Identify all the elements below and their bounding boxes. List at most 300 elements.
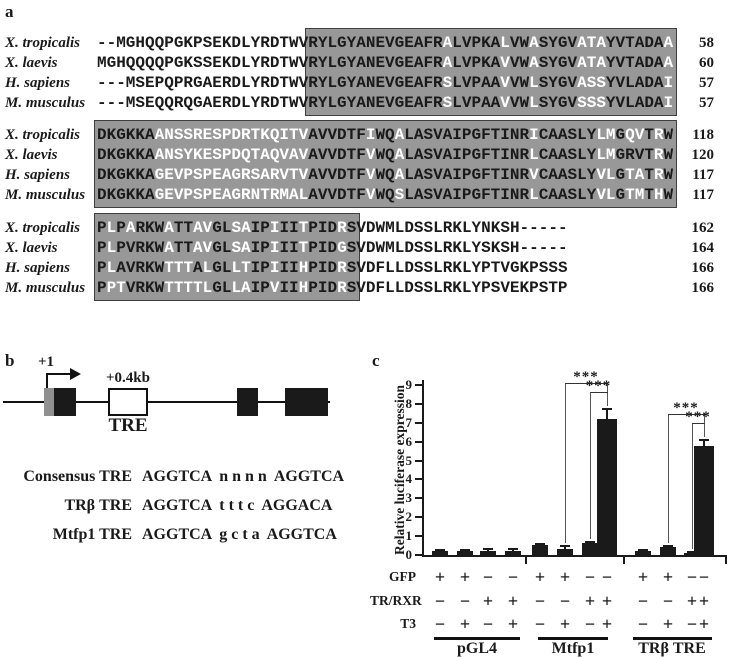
- error-bar-cap: [508, 548, 518, 550]
- residue-run: IP: [250, 219, 270, 237]
- residue-run: P: [97, 219, 107, 237]
- bar: [582, 543, 598, 556]
- condition-sign: +: [698, 591, 710, 611]
- residue-run: PID: [308, 219, 338, 237]
- bar: [505, 551, 521, 556]
- tre-halfsite-left: AGGTCA: [142, 468, 213, 485]
- residue-run: S: [442, 94, 453, 112]
- residue-run: CAASLY: [538, 126, 597, 144]
- sig-bracket-left-leg: [565, 383, 566, 544]
- residue-run: A: [442, 54, 453, 72]
- alignment-species-label: X. laevis: [5, 55, 58, 71]
- residue-run: LVPAA: [452, 74, 501, 92]
- residue-run: VW: [509, 74, 530, 92]
- bar: [597, 419, 617, 556]
- condition-sign: +: [559, 614, 571, 634]
- residue-run: GL: [212, 219, 232, 237]
- alignment-species-label: M. musculus: [5, 187, 86, 203]
- tre-spacer: gcta: [219, 526, 264, 543]
- condition-sign: −: [482, 614, 494, 634]
- condition-sign: −: [601, 567, 613, 587]
- residue-run: V: [365, 186, 376, 204]
- alignment-residue-number: 164: [691, 240, 714, 256]
- residue-run: V: [365, 146, 376, 164]
- residue-run: YVLADA: [605, 94, 664, 112]
- y-axis-title: Relative luciferase expression: [392, 385, 407, 555]
- residue-run: CAASLY: [538, 146, 597, 164]
- residue-run: R: [337, 259, 347, 277]
- tre-row-sequence: [142, 497, 332, 515]
- residue-run: V: [500, 74, 510, 92]
- condition-sign: +: [637, 567, 649, 587]
- residue-run: LM: [596, 146, 616, 164]
- residue-run: W: [663, 186, 674, 204]
- residue-run: G: [615, 186, 626, 204]
- tre-box-label: TRE: [108, 415, 148, 436]
- residue-run: VW: [509, 54, 530, 72]
- residue-run: A: [442, 34, 453, 52]
- condition-sign: +: [534, 567, 546, 587]
- residue-run: SYGV: [538, 94, 578, 112]
- residue-run: P: [97, 259, 107, 277]
- condition-sign: +: [686, 591, 698, 611]
- residue-run: L: [529, 186, 539, 204]
- residue-run: A: [663, 54, 674, 72]
- group-label: TRβ TRE: [638, 640, 706, 657]
- residue-run: I: [663, 94, 674, 112]
- sig-bracket-left-leg: [692, 423, 693, 549]
- residue-run: T: [298, 219, 309, 237]
- alignment-species-label: X. tropicalis: [5, 35, 81, 51]
- residue-run: ---MSEQQRQGAERDLYRDTWVRYLGYANEVGEAFR: [97, 94, 443, 112]
- residue-run: GEVPSPEAGRNTRMAL: [154, 186, 309, 204]
- alignment-residue-number: 60: [699, 55, 714, 71]
- residue-run: GRVT: [615, 146, 654, 164]
- residue-run: ATA: [577, 34, 606, 52]
- alignment-residue-number: 162: [691, 220, 714, 236]
- condition-sign: +: [584, 591, 596, 611]
- residue-run: SYGV: [538, 34, 578, 52]
- bar: [432, 551, 448, 556]
- residue-run: LVPKA: [452, 34, 501, 52]
- bar: [480, 551, 496, 556]
- residue-run: AVVDTF: [308, 146, 366, 164]
- residue-run: TM: [625, 186, 645, 204]
- condition-sign: +: [698, 614, 710, 634]
- residue-run: AVVDTF: [308, 166, 366, 184]
- residue-run: IP: [250, 279, 270, 297]
- group-label: pGL4: [456, 640, 497, 657]
- residue-run: WQ: [375, 166, 395, 184]
- condition-sign: −: [482, 567, 494, 587]
- x-axis-group-tick: [623, 555, 625, 564]
- residue-run: L: [529, 94, 539, 112]
- y-tick-label: 7: [405, 414, 412, 430]
- residue-run: VW: [509, 94, 530, 112]
- residue-run: GEVPSPEAGRSARVTV: [154, 166, 309, 184]
- tre-distance-label: +0.4kb: [106, 370, 150, 386]
- alignment-species-label: M. musculus: [5, 95, 86, 111]
- y-axis-tick: [415, 441, 423, 443]
- residue-run: LVPAA: [452, 94, 501, 112]
- residue-run: MGHQQQQPGKSSEKDLYRDTWVRYLGYANEVGEAFR: [97, 54, 443, 72]
- residue-run: A: [394, 146, 405, 164]
- residue-run: SVDFLLDSSLRKLYPSVEKPSTP: [346, 279, 568, 297]
- residue-run: II: [279, 259, 299, 277]
- alignment-sequence-row: [97, 165, 673, 185]
- residue-run: H: [298, 279, 309, 297]
- alignment-residue-number: 166: [691, 260, 714, 276]
- sig-stars-label: ***: [573, 368, 599, 385]
- condition-sign: −: [686, 614, 698, 634]
- residue-run: I: [269, 259, 280, 277]
- y-tick-label: 4: [405, 471, 412, 487]
- residue-run: IP: [250, 259, 270, 277]
- residue-run: LT: [231, 259, 251, 277]
- residue-run: DKGKKA: [97, 126, 155, 144]
- condition-row-label: TR/RXR: [370, 593, 422, 608]
- residue-run: TT: [173, 239, 194, 257]
- residue-run: LM: [596, 126, 616, 144]
- y-axis-line: [422, 380, 424, 557]
- residue-run: R: [653, 146, 664, 164]
- residue-run: V: [365, 166, 376, 184]
- y-axis-tick: [415, 535, 423, 537]
- residue-run: I: [365, 126, 376, 144]
- residue-run: L: [500, 34, 510, 52]
- residue-run: L: [529, 74, 539, 92]
- error-bar-cap: [535, 543, 545, 545]
- alignment-residue-number: 117: [692, 187, 714, 203]
- alignment-residue-number: 118: [692, 127, 714, 143]
- y-axis-tick: [415, 516, 423, 518]
- residue-run: SA: [231, 239, 251, 257]
- bar: [694, 446, 714, 556]
- residue-run: R: [337, 219, 347, 237]
- alignment-sequence-row: [97, 238, 568, 258]
- alignment-sequence-row: [97, 218, 568, 238]
- tre-row-name: Consensus TRE: [23, 468, 132, 485]
- residue-run: W: [663, 126, 674, 144]
- bar: [660, 547, 676, 556]
- alignment-species-label: M. musculus: [5, 280, 86, 296]
- residue-run: VW: [509, 34, 530, 52]
- residue-run: PID: [308, 239, 338, 257]
- residue-run: R: [653, 126, 664, 144]
- residue-run: YVTADA: [605, 34, 664, 52]
- tre-spacer: nnnn: [219, 468, 271, 485]
- residue-run: R: [337, 279, 347, 297]
- error-bar-cap: [585, 541, 595, 543]
- gene-diagram-panel: [0, 350, 370, 657]
- residue-run: GL: [212, 259, 232, 277]
- condition-sign: +: [434, 567, 446, 587]
- residue-run: A: [394, 126, 405, 144]
- residue-run: R: [653, 166, 664, 184]
- residue-run: PID: [308, 259, 338, 277]
- residue-run: VRKW: [125, 279, 165, 297]
- residue-run: G: [615, 166, 626, 184]
- alignment-residue-number: 117: [692, 167, 714, 183]
- error-bar-cap: [460, 549, 470, 551]
- residue-run: LA: [231, 279, 251, 297]
- alignment-sequence-row: [97, 33, 673, 53]
- residue-run: GL: [212, 239, 232, 257]
- alignment-species-label: X. laevis: [5, 147, 58, 163]
- condition-sign: −: [584, 614, 596, 634]
- alignment-residue-number: 57: [699, 95, 714, 111]
- condition-sign: −: [686, 567, 698, 587]
- alignment-species-label: X. tropicalis: [5, 127, 81, 143]
- residue-run: V: [529, 166, 539, 184]
- residue-run: II: [279, 219, 299, 237]
- residue-run: WQ: [375, 126, 395, 144]
- residue-run: T: [644, 126, 654, 144]
- x-axis-group-tick: [525, 555, 527, 564]
- residue-run: T: [644, 186, 654, 204]
- alignment-species-label: H. sapiens: [5, 167, 71, 183]
- residue-run: P: [116, 219, 126, 237]
- residue-run: ASS: [577, 74, 606, 92]
- y-axis-tick: [415, 384, 423, 386]
- bar: [532, 545, 548, 556]
- residue-run: II: [279, 239, 299, 257]
- error-bar-cap: [663, 545, 673, 547]
- residue-run: LASVAIPGFTINR: [404, 146, 530, 164]
- residue-run: A: [529, 34, 539, 52]
- error-bar-cap: [699, 439, 709, 441]
- residue-run: DKGKKA: [97, 186, 155, 204]
- condition-row-label: GFP: [389, 569, 416, 584]
- residue-run: P: [97, 279, 107, 297]
- residue-run: GL: [212, 279, 232, 297]
- residue-run: WQ: [375, 146, 395, 164]
- y-axis-tick: [415, 497, 423, 499]
- y-axis-tick: [415, 478, 423, 480]
- residue-run: --MGHQQPGKPSEKDLYRDTWVRYLGYANEVGEAFR: [97, 34, 443, 52]
- residue-run: ANSSRESPDRTKQITV: [154, 126, 309, 144]
- tre-halfsite-right: AGGTCA: [273, 468, 345, 485]
- residue-run: SYGV: [538, 74, 578, 92]
- condition-sign: +: [482, 591, 494, 611]
- residue-run: TTTTL: [164, 279, 213, 297]
- tre-halfsite-right: AGGTCA: [266, 526, 337, 543]
- luciferase-bar-chart: [370, 350, 729, 657]
- tre-halfsite-left: AGGTCA: [142, 526, 213, 543]
- residue-run: W: [663, 166, 674, 184]
- tre-halfsite-right: AGGACA: [261, 497, 333, 514]
- residue-run: V: [500, 94, 510, 112]
- condition-sign: −: [434, 591, 446, 611]
- residue-run: PID: [308, 279, 338, 297]
- y-tick-label: 2: [405, 509, 412, 525]
- residue-run: QV: [625, 126, 645, 144]
- condition-sign: −: [662, 591, 674, 611]
- condition-sign: +: [507, 591, 519, 611]
- y-tick-label: 1: [405, 528, 412, 544]
- residue-run: PVRKW: [116, 239, 165, 257]
- residue-run: A: [164, 219, 174, 237]
- tre-halfsite-left: AGGTCA: [142, 497, 213, 514]
- alignment-sequence-row: [97, 278, 568, 298]
- residue-run: S: [394, 186, 405, 204]
- tre-row-sequence: [142, 468, 344, 486]
- bar: [635, 551, 651, 556]
- error-bar-cap: [435, 549, 445, 551]
- residue-run: A: [164, 239, 174, 257]
- residue-run: WQ: [375, 186, 395, 204]
- sig-bracket-left-leg: [590, 392, 591, 539]
- residue-run: G: [337, 239, 347, 257]
- alignment-sequence-row: [97, 145, 673, 165]
- residue-run: P: [97, 239, 107, 257]
- condition-sign: +: [507, 614, 519, 634]
- residue-run: CAASLY: [538, 166, 597, 184]
- alignment-sequence-row: [97, 73, 673, 93]
- residue-run: VL: [596, 166, 616, 184]
- error-bar-cap: [602, 408, 612, 410]
- bar: [457, 551, 473, 556]
- condition-sign: +: [459, 614, 471, 634]
- condition-sign: −: [584, 567, 596, 587]
- condition-sign: −: [559, 591, 571, 611]
- residue-run: CAASLY: [538, 186, 597, 204]
- tre-spacer: tttc: [219, 497, 259, 514]
- residue-run: DKGKKA: [97, 146, 155, 164]
- condition-sign: +: [601, 591, 613, 611]
- condition-sign: +: [662, 567, 674, 587]
- tre-row-name: TRβ TRE: [64, 497, 132, 514]
- alignment-species-label: H. sapiens: [5, 260, 71, 276]
- residue-run: SVDWMLDSSLRKLYNKSH-----: [346, 219, 568, 237]
- condition-row-label: T3: [400, 616, 416, 631]
- y-tick-label: 0: [405, 547, 412, 562]
- residue-run: W: [663, 146, 674, 164]
- residue-run: A: [529, 54, 539, 72]
- residue-run: L: [529, 146, 539, 164]
- alignment-residue-number: 57: [699, 75, 714, 91]
- alignment-sequence-row: [97, 125, 673, 145]
- condition-sign: −: [507, 567, 519, 587]
- y-tick-label: 6: [405, 433, 412, 449]
- residue-run: AVRKW: [116, 259, 165, 277]
- residue-run: PT: [106, 279, 126, 297]
- condition-sign: −: [434, 614, 446, 634]
- sig-stars-label: ***: [685, 408, 711, 425]
- error-bar-cap: [560, 545, 570, 547]
- condition-sign: −: [637, 591, 649, 611]
- y-axis-tick: [415, 422, 423, 424]
- error-bar-line: [606, 409, 608, 419]
- alignment-species-label: H. sapiens: [5, 75, 71, 91]
- alignment-sequence-row: [97, 258, 568, 278]
- residue-run: A: [663, 34, 674, 52]
- residue-run: S: [442, 74, 453, 92]
- residue-run: TTT: [164, 259, 194, 277]
- panel-a-label: a: [5, 2, 14, 21]
- error-bar-cap: [483, 548, 493, 550]
- condition-sign: −: [459, 591, 471, 611]
- residue-run: I: [529, 126, 539, 144]
- residue-run: H: [653, 186, 664, 204]
- tre-sequence-list: [0, 350, 370, 657]
- residue-run: V: [500, 54, 510, 72]
- residue-run: H: [298, 259, 309, 277]
- group-label: Mtfp1: [551, 640, 595, 657]
- y-axis-tick: [415, 460, 423, 462]
- residue-run: I: [663, 74, 674, 92]
- residue-run: LASVAIPGFTINR: [404, 126, 530, 144]
- alignment-sequence-row: [97, 185, 673, 205]
- residue-run: T: [298, 239, 309, 257]
- residue-run: A: [394, 166, 405, 184]
- residue-run: L: [202, 259, 213, 277]
- residue-run: ATA: [577, 54, 606, 72]
- tre-row-sequence: [142, 526, 337, 544]
- residue-run: I: [269, 239, 280, 257]
- alignment-sequence-row: [97, 53, 673, 73]
- residue-run: TT: [173, 219, 194, 237]
- condition-sign: −: [534, 614, 546, 634]
- residue-run: SVDFLLDSSLRKLYPTVGKPSSS: [346, 259, 568, 277]
- residue-run: LASVAIPGFTINR: [404, 186, 530, 204]
- panel-c-label: c: [372, 351, 380, 370]
- residue-run: V: [269, 279, 280, 297]
- condition-sign: +: [601, 614, 613, 634]
- residue-run: A: [125, 219, 136, 237]
- sig-stars-label: ***: [585, 377, 612, 394]
- condition-sign: +: [559, 567, 571, 587]
- residue-run: ---MSEPQPRGAERDLYRDTWVRYLGYANEVGEAFR: [97, 74, 443, 92]
- residue-run: SSS: [577, 94, 606, 112]
- residue-run: II: [279, 279, 299, 297]
- residue-run: A: [193, 259, 203, 277]
- condition-sign: −: [534, 591, 546, 611]
- residue-run: SVDWMLDSSLRKLYSKSH-----: [346, 239, 568, 257]
- x-axis-group-tick: [725, 555, 727, 564]
- residue-run: YVTADA: [605, 54, 664, 72]
- residue-run: AV: [193, 239, 213, 257]
- residue-run: G: [615, 126, 626, 144]
- residue-run: YVLADA: [605, 74, 664, 92]
- alignment-sequence-row: [97, 93, 673, 113]
- residue-run: VL: [596, 186, 616, 204]
- residue-run: TA: [625, 166, 645, 184]
- condition-sign: −: [698, 567, 710, 587]
- y-tick-label: 5: [405, 452, 412, 468]
- residue-run: AVVDTF: [308, 186, 366, 204]
- y-tick-label: 9: [405, 376, 412, 392]
- tre-row-name: Mtfp1 TRE: [52, 526, 132, 543]
- residue-run: L: [106, 219, 117, 237]
- bar: [557, 549, 573, 556]
- condition-sign: −: [637, 614, 649, 634]
- error-bar-cap: [638, 549, 648, 551]
- residue-run: I: [269, 219, 280, 237]
- residue-run: RKW: [135, 219, 165, 237]
- residue-run: DKGKKA: [97, 166, 155, 184]
- residue-run: L: [106, 259, 117, 277]
- residue-run: T: [644, 166, 654, 184]
- alignment-residue-number: 58: [699, 35, 714, 51]
- residue-run: SYGV: [538, 54, 578, 72]
- y-tick-label: 3: [405, 490, 412, 506]
- residue-run: ANSYKESPDQTAQVAV: [154, 146, 309, 164]
- alignment-species-label: X. laevis: [5, 240, 58, 256]
- tss-plus1-label: +1: [38, 354, 55, 370]
- y-axis-tick: [415, 403, 423, 405]
- sig-bracket-left-leg: [668, 414, 669, 543]
